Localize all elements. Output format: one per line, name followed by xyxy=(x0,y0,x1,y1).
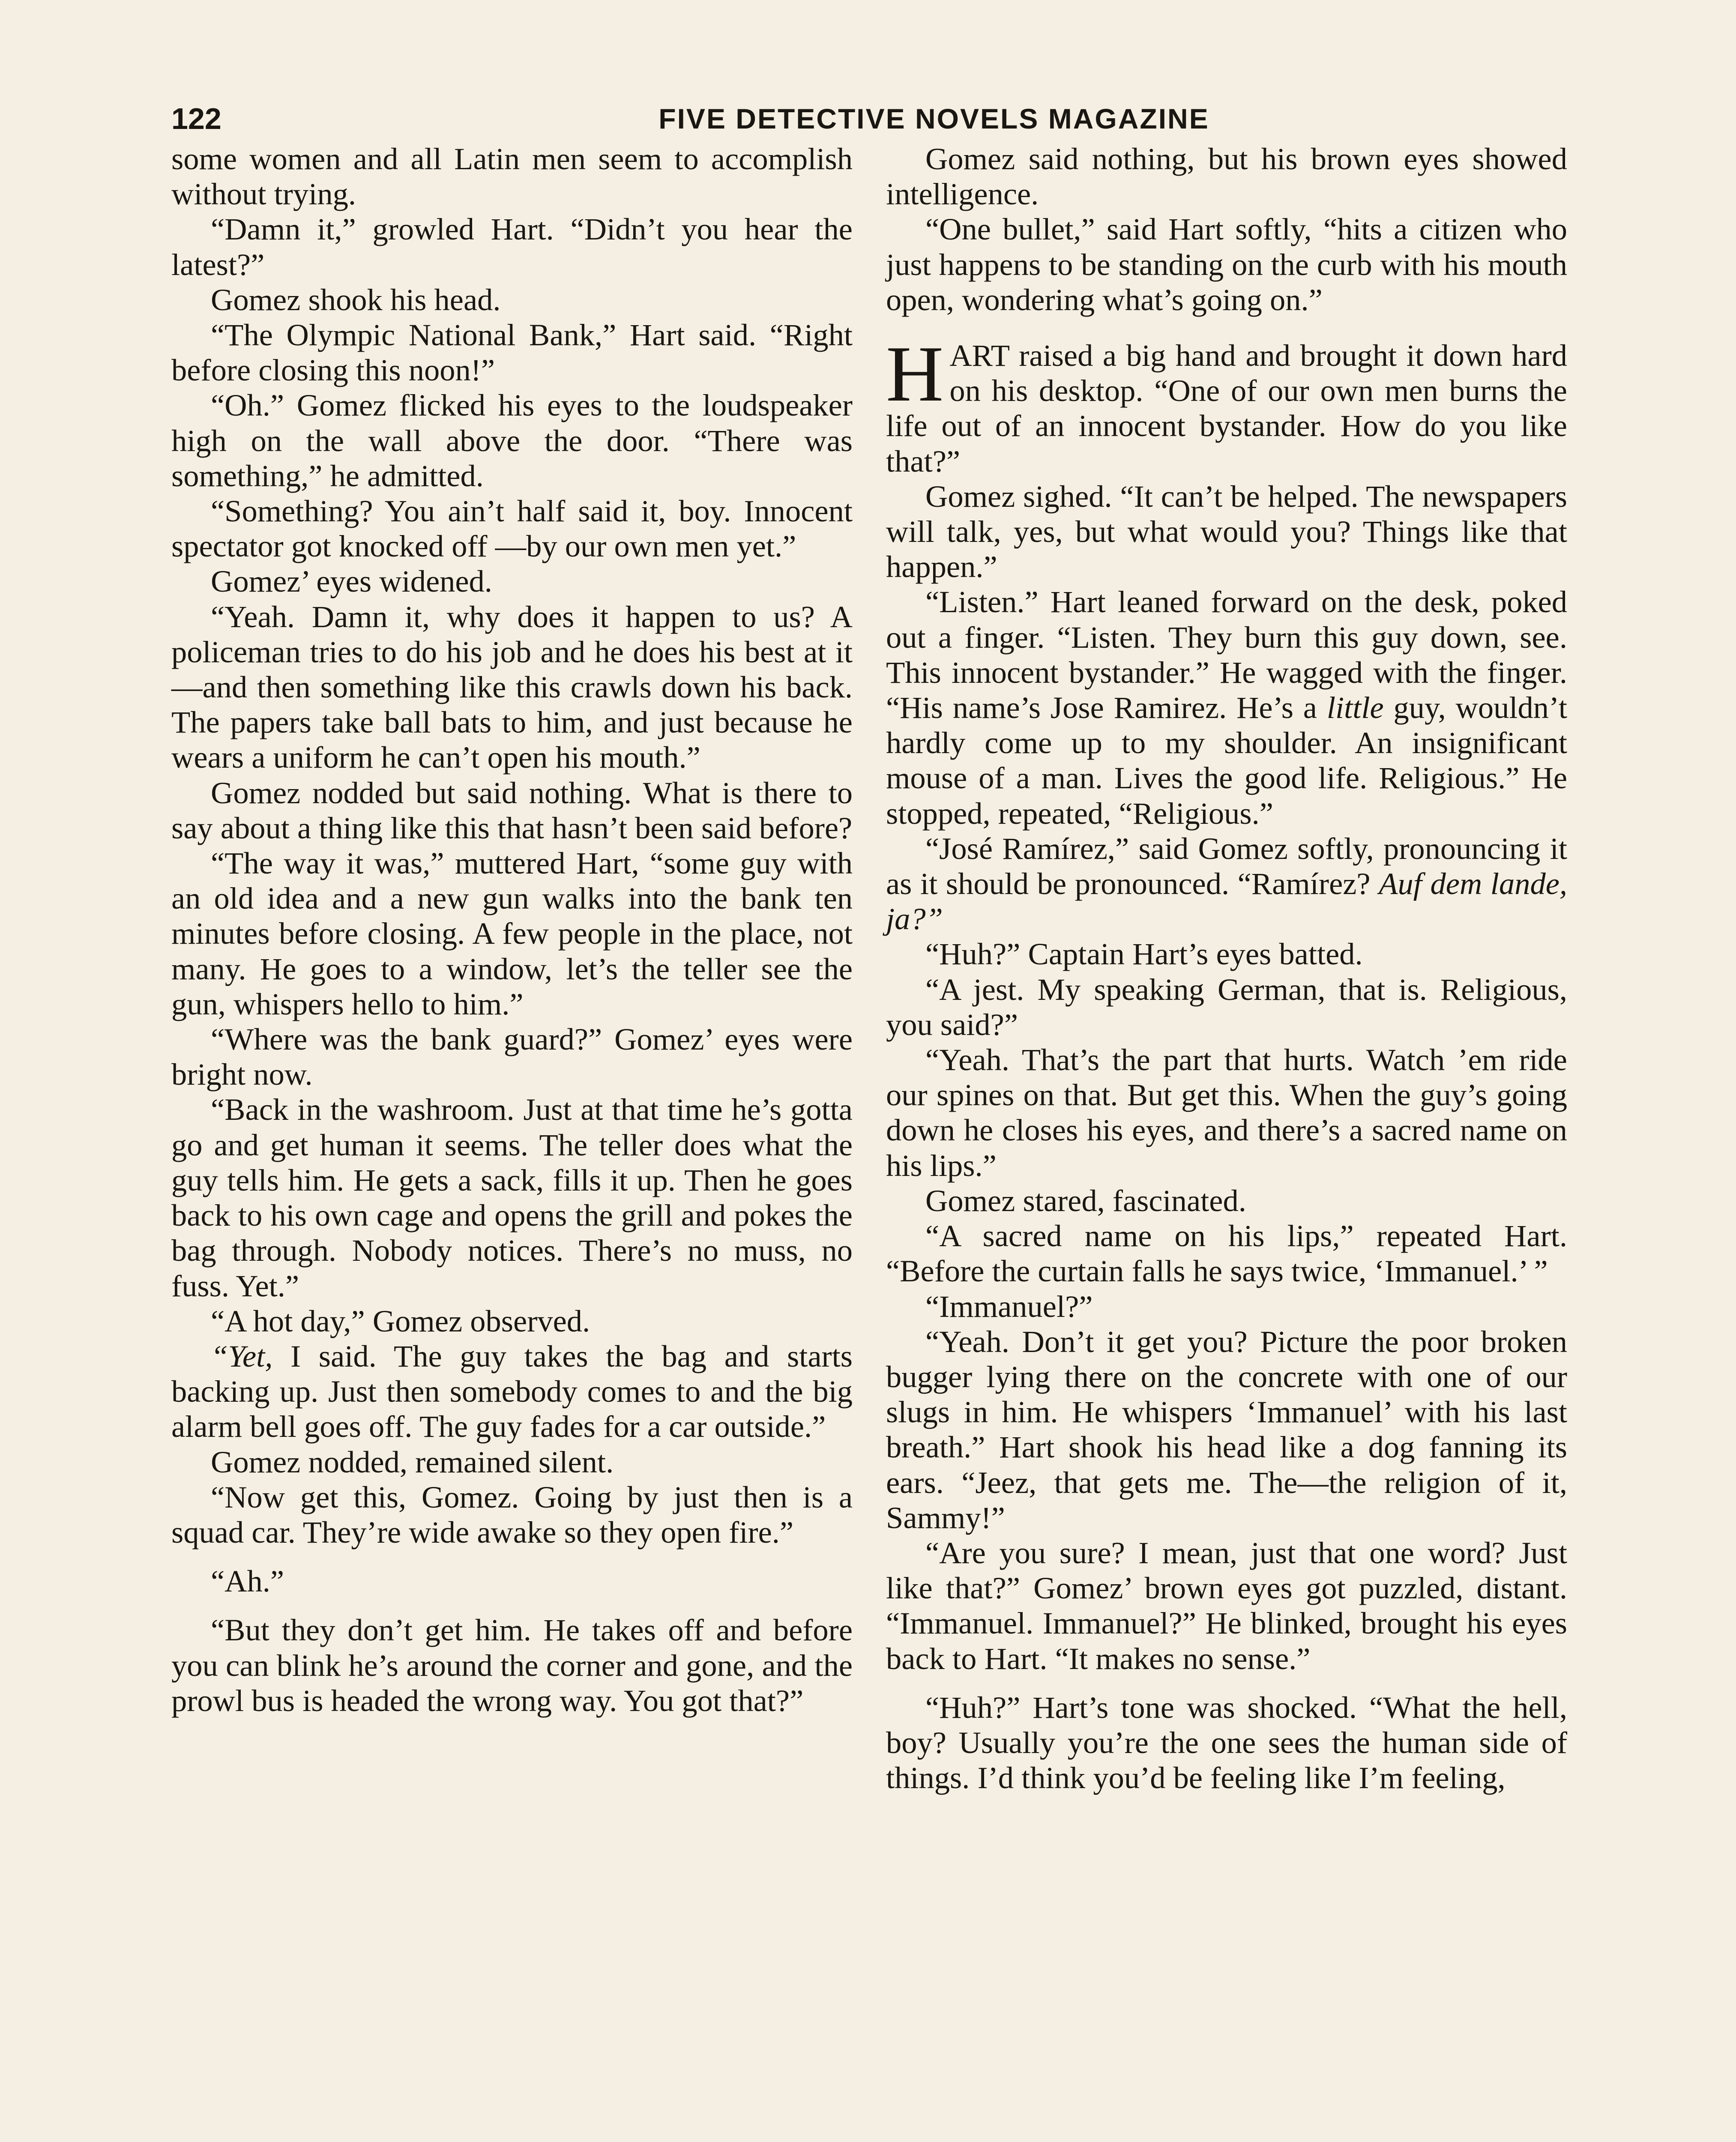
paragraph: Gomez’ eyes widened. xyxy=(211,564,492,599)
paragraph: “Something? You ain’t half said it, boy. Innocent spectator got knocked off —by our own men yet.” xyxy=(171,494,853,564)
paragraph: “The Olympic National Bank,” Hart said. “Right before closing this noon!” xyxy=(171,317,853,388)
paragraph: “Are you sure? I mean, just that one word? Just like that?” Gomez’ brown eyes got puzzled, distant. “Immanuel. Immanuel?” He blinked, brought his eyes back to Hart. “It makes no sense.” xyxy=(886,1535,1567,1676)
paragraph: Gomez shook his head. xyxy=(211,282,501,317)
paragraph: “A sacred name on his lips,” repeated Hart. “Before the curtain falls he says twice, ‘Immanuel.’ ” xyxy=(886,1218,1567,1289)
paragraph: “A jest. My speaking German, that is. Religious, you said?” xyxy=(886,972,1567,1042)
paragraph: “Oh.” Gomez flicked his eyes to the loudspeaker high on the wall above the door. “There was something,” he admitted. xyxy=(171,388,853,493)
paragraph: “But they don’t get him. He takes off and before you can blink he’s around the corner and gone, and the prowl bus is headed the wrong way. You got that?” xyxy=(171,1612,853,1718)
page-number: 122 xyxy=(171,102,221,135)
paragraph-text: ART raised a big hand and brought it down hard on his desktop. “One of our own men burns the life out of an innocent bystander. How do you like that?” xyxy=(886,338,1567,479)
paragraph: “One bullet,” said Hart softly, “hits a citizen who just happens to be standing on the curb with his mouth open, wondering what’s going on.” xyxy=(886,212,1567,317)
paragraph: “Yeah. Don’t it get you? Picture the poor broken bugger lying there on the concrete with one of our slugs in him. He whispers ‘Immanuel’ with his last breath.” Hart shook his head like a dog fanning its ears. “Jeez, that gets me. The—the religion of it, Sammy!” xyxy=(886,1324,1567,1535)
paragraph: Gomez sighed. “It can’t be helped. The newspapers will talk, yes, but what would you? Things like that happen.” xyxy=(886,479,1567,584)
running-header xyxy=(171,95,1562,142)
paragraph: “Huh?” Hart’s tone was shocked. “What the hell, boy? Usually you’re the one sees the human side of things. I’d think you’d be feeling like I’m feeling, xyxy=(886,1690,1567,1795)
italic-word: “Yet, xyxy=(211,1338,273,1373)
paragraph-text: guy, wouldn’t hardly come up to my shoulder. An insignificant mouse of a man. Lives the good life. Religious.” He stopped, repeated, “Religious.” xyxy=(886,690,1568,831)
paragraph: Gomez said nothing, but his brown eyes showed intelligence. xyxy=(886,141,1567,212)
italic-word: little xyxy=(1326,690,1384,725)
paragraph: Gomez nodded but said nothing. What is there to say about a thing like this that hasn’t been said before? xyxy=(171,775,853,845)
paragraph xyxy=(171,1339,853,1445)
paragraph-text: I said. The guy takes the bag and starts backing up. Just then somebody comes to and the big alarm bell goes off. The guy fades for a car outside.” xyxy=(171,1338,853,1444)
paragraph: “Yeah. Damn it, why does it happen to us? A policeman tries to do his job and he does his best at it—and then something like this crawls down his back. The papers take ball bats to him, and just because he wears a uniform he can’t open his mouth.” xyxy=(171,599,853,775)
paragraph-text: “Listen.” Hart leaned forward on the desk, poked out a finger. “Listen. They burn this guy down, see. This innocent bystander.” He wagged with the finger. “His name’s Jose Ramirez. He’s a xyxy=(886,584,1567,725)
paragraph: “A hot day,” Gomez observed. xyxy=(211,1303,590,1338)
right-column xyxy=(886,141,1567,1795)
paragraph xyxy=(886,584,1567,831)
magazine-title: FIVE DETECTIVE NOVELS MAGAZINE xyxy=(658,103,1209,135)
paragraph: “The way it was,” muttered Hart, “some guy with an old idea and a new gun walks into the bank ten minutes before closing. A few people in the place, not many. He goes to a window, let’s the teller see the gun, whispers hello to him.” xyxy=(171,846,853,1021)
paragraph: “Now get this, Gomez. Going by just then is a squad car. They’re wide awake so they open fire.” xyxy=(171,1479,853,1550)
paragraph: “Yeah. That’s the part that hurts. Watch ’em ride our spines on that. But get this. When the guy’s going down he closes his eyes, and there’s a sacred name on his lips.” xyxy=(886,1042,1567,1183)
paragraph: “Damn it,” growled Hart. “Didn’t you hear the latest?” xyxy=(171,212,853,282)
italic-phrase: Auf dem lande, ja?” xyxy=(886,866,1568,936)
drop-cap: H xyxy=(886,330,944,419)
paragraph-text: “José Ramírez,” said Gomez softly, pronouncing it as it should be pronounced. “Ramírez? xyxy=(886,831,1567,901)
paragraph: “Where was the bank guard?” Gomez’ eyes were bright now. xyxy=(171,1022,853,1092)
paragraph: “Immanuel?” xyxy=(925,1289,1093,1324)
paragraph: some women and all Latin men seem to accomplish without trying. xyxy=(171,141,853,212)
paragraph: Gomez stared, fascinated. xyxy=(925,1183,1246,1218)
paragraph: Gomez nodded, remained silent. xyxy=(211,1444,614,1479)
section-start-paragraph xyxy=(886,330,1567,479)
paragraph xyxy=(886,831,1567,937)
paragraph: “Ah.” xyxy=(211,1564,284,1599)
paragraph: “Back in the washroom. Just at that time he’s gotta go and get human it seems. The teller does what the guy tells him. He gets a sack, fills it up. Then he goes back to his own cage and opens the grill and pokes the bag through. Nobody notices. There’s no muss, no fuss. Yet.” xyxy=(171,1092,853,1303)
left-column xyxy=(171,141,853,1718)
paragraph: “Huh?” Captain Hart’s eyes batted. xyxy=(925,936,1363,972)
